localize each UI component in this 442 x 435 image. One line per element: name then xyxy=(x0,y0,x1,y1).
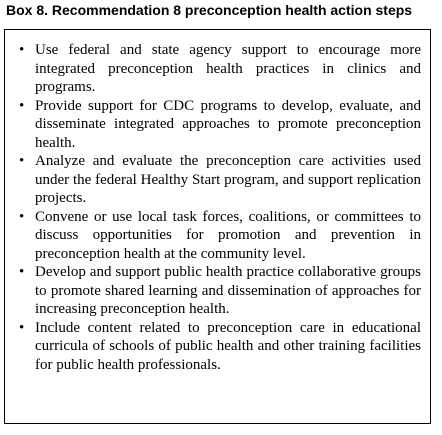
list-item xyxy=(19,208,421,264)
list-item xyxy=(19,319,421,375)
list-item-text: Analyze and evaluate the preconception care activities used under the federal Healthy Start program, and support replication projects. xyxy=(35,153,421,206)
list-item-text: Develop and support public health practice collaborative groups to promote shared learning and dissemination of approaches for increasing preconception health. xyxy=(35,264,421,317)
box-title: Box 8. Recommendation 8 preconception health action steps xyxy=(6,2,413,18)
bullet-icon: • xyxy=(19,153,25,169)
bullet-icon: • xyxy=(19,264,25,280)
list-item xyxy=(19,41,421,97)
list-item-text: Provide support for CDC programs to develop, evaluate, and disseminate integrated approaches to promote preconception health. xyxy=(35,97,421,151)
bullet-icon: • xyxy=(19,42,25,58)
list-item xyxy=(19,97,421,153)
bullet-icon: • xyxy=(19,319,25,336)
list-item-text: Include content related to preconception care in educational curricula of schools of public health and other training facilities for public health professionals. xyxy=(35,319,421,373)
list-item-text: Convene or use local task forces, coalitions, or committees to discuss opportunities for promotion and prevention in preconception health at the community level. xyxy=(35,208,421,262)
bullet-icon: • xyxy=(19,97,25,114)
list-item-text: Use federal and state agency support to encourage more integrated preconception health practices in clinics and programs. xyxy=(35,42,421,95)
list-item xyxy=(19,152,421,208)
action-steps-list xyxy=(19,41,421,374)
list-item xyxy=(19,263,421,319)
bullet-icon: • xyxy=(19,208,25,225)
